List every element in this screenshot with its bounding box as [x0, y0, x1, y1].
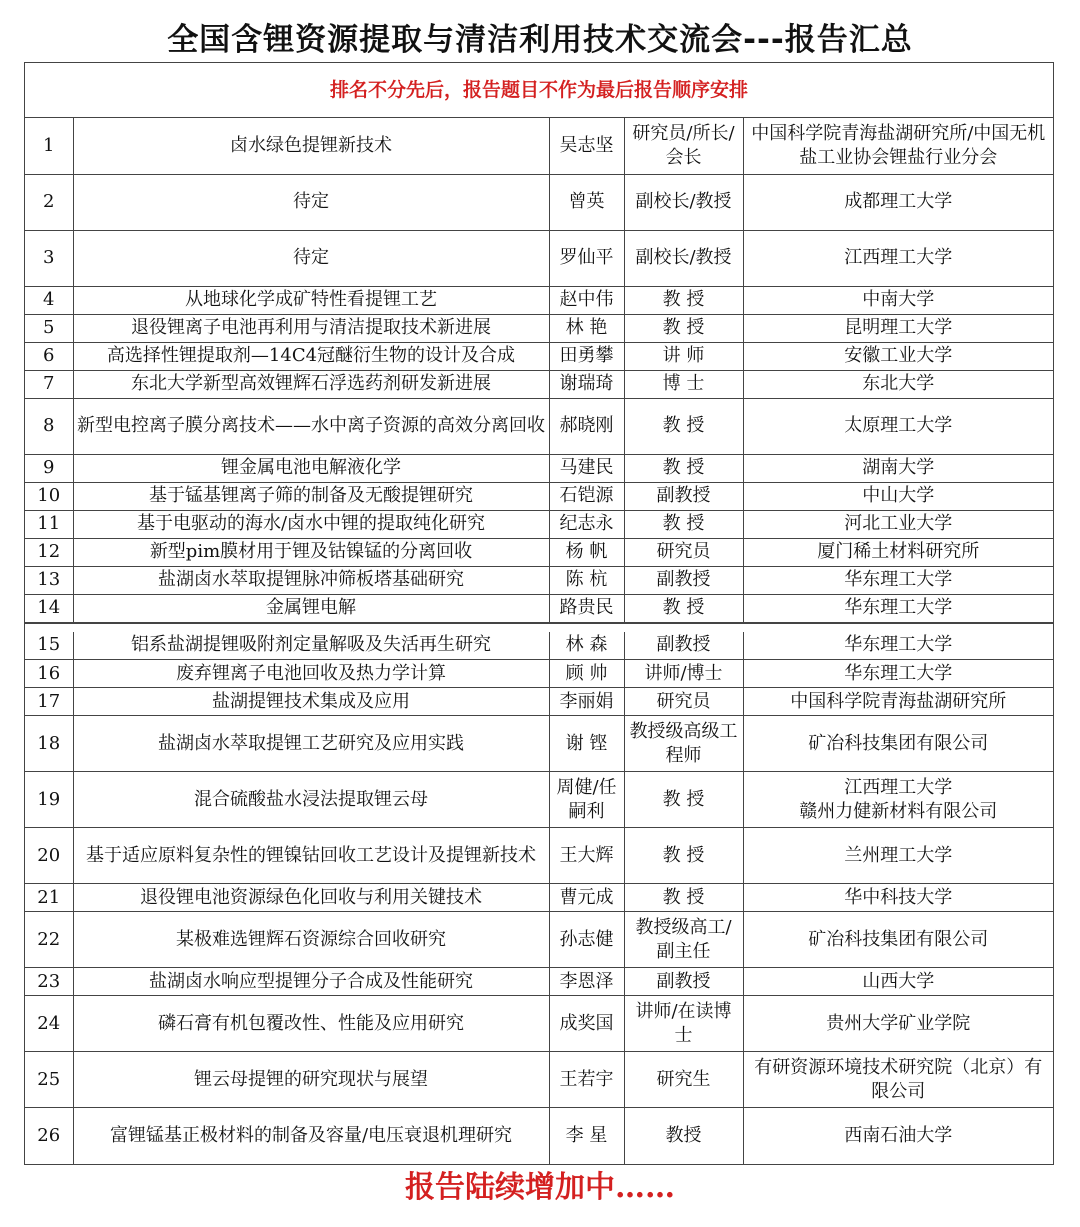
report-title: 锂金属电池电解液化学: [73, 454, 549, 482]
speaker-role: 教 授: [624, 510, 743, 538]
table-row: [25, 118, 1053, 174]
report-title: 富锂锰基正极材料的制备及容量/电压衰退机理研究: [73, 1108, 549, 1164]
row-number: 12: [25, 538, 73, 566]
speaker-role: 副校长/教授: [624, 230, 743, 286]
speaker-role: 讲师/在读博士: [624, 996, 743, 1052]
organization: 厦门稀土材料研究所: [743, 538, 1053, 566]
table-row: [25, 230, 1053, 286]
organization: 江西理工大学: [743, 230, 1053, 286]
report-title: 盐湖提锂技术集成及应用: [73, 688, 549, 716]
speaker-role: 教 授: [624, 454, 743, 482]
row-number: 23: [25, 968, 73, 996]
speaker-role: 研究员/所长/会长: [624, 118, 743, 174]
speaker-name: 李 星: [549, 1108, 624, 1164]
speaker-name: 曹元成: [549, 884, 624, 912]
table-row: [25, 996, 1053, 1052]
speaker-name: 李丽娟: [549, 688, 624, 716]
speaker-role: 副校长/教授: [624, 174, 743, 230]
table-row: [25, 174, 1053, 230]
speaker-role: 教 授: [624, 398, 743, 454]
table-row: [25, 716, 1053, 772]
table-row: [25, 342, 1053, 370]
speaker-name: 吴志坚: [549, 118, 624, 174]
page-title: 全国含锂资源提取与清洁利用技术交流会---报告汇总: [167, 22, 913, 58]
table-row: [25, 912, 1053, 968]
speaker-name: 田勇攀: [549, 342, 624, 370]
organization: 贵州大学矿业学院: [743, 996, 1053, 1052]
speaker-role: 博 士: [624, 370, 743, 398]
organization: 华中科技大学: [743, 884, 1053, 912]
row-number: 10: [25, 482, 73, 510]
ordering-notice: 排名不分先后，报告题目不作为最后报告顺序安排: [25, 63, 1053, 118]
row-number: 18: [25, 716, 73, 772]
table-row: [25, 772, 1053, 828]
speaker-role: 讲师/博士: [624, 660, 743, 688]
row-number: 20: [25, 828, 73, 884]
speaker-name: 杨 帆: [549, 538, 624, 566]
row-number: 22: [25, 912, 73, 968]
table-row: [25, 538, 1053, 566]
organization: 成都理工大学: [743, 174, 1053, 230]
speaker-role: 教 授: [624, 884, 743, 912]
row-number: 15: [25, 632, 73, 660]
speaker-name: 曾英: [549, 174, 624, 230]
table-row: [25, 482, 1053, 510]
organization: 华东理工大学: [743, 566, 1053, 594]
row-number: 16: [25, 660, 73, 688]
report-title: 磷石膏有机包覆改性、性能及应用研究: [73, 996, 549, 1052]
speaker-role: 副教授: [624, 482, 743, 510]
report-title: 新型电控离子膜分离技术——水中离子资源的高效分离回收: [73, 398, 549, 454]
organization: 矿冶科技集团有限公司: [743, 912, 1053, 968]
speaker-name: 林 艳: [549, 314, 624, 342]
row-number: 17: [25, 688, 73, 716]
speaker-role: 教授: [624, 1108, 743, 1164]
speaker-role: 副教授: [624, 968, 743, 996]
row-number: 6: [25, 342, 73, 370]
speaker-name: 纪志永: [549, 510, 624, 538]
report-title: 铝系盐湖提锂吸附剂定量解吸及失活再生研究: [73, 632, 549, 660]
table-row: [25, 510, 1053, 538]
speaker-role: 研究员: [624, 538, 743, 566]
speaker-name: 罗仙平: [549, 230, 624, 286]
speaker-role: 教 授: [624, 772, 743, 828]
speaker-name: 谢瑞琦: [549, 370, 624, 398]
speaker-name: 谢 铿: [549, 716, 624, 772]
report-title: 金属锂电解: [73, 594, 549, 622]
row-number: 21: [25, 884, 73, 912]
speaker-role: 教授级高级工程师: [624, 716, 743, 772]
speaker-role: 副教授: [624, 566, 743, 594]
table-row: [25, 884, 1053, 912]
report-sheet: [24, 62, 1054, 1165]
speaker-role: 教 授: [624, 314, 743, 342]
speaker-role: 教 授: [624, 828, 743, 884]
table-row: [25, 968, 1053, 996]
organization: 中南大学: [743, 286, 1053, 314]
report-table-part-2: [25, 632, 1053, 1164]
organization: 西南石油大学: [743, 1108, 1053, 1164]
report-title: 新型pim膜材用于锂及钴镍锰的分离回收: [73, 538, 549, 566]
report-title: 盐湖卤水萃取提锂脉冲筛板塔基础研究: [73, 566, 549, 594]
report-title: 锂云母提锂的研究现状与展望: [73, 1052, 549, 1108]
table-row: [25, 370, 1053, 398]
speaker-name: 路贵民: [549, 594, 624, 622]
table-row: [25, 828, 1053, 884]
speaker-name: 顾 帅: [549, 660, 624, 688]
row-number: 3: [25, 230, 73, 286]
organization: 湖南大学: [743, 454, 1053, 482]
organization: 华东理工大学: [743, 594, 1053, 622]
row-number: 19: [25, 772, 73, 828]
table-row: [25, 454, 1053, 482]
speaker-role: 研究员: [624, 688, 743, 716]
organization: 河北工业大学: [743, 510, 1053, 538]
organization: 中国科学院青海盐湖研究所/中国无机盐工业协会锂盐行业分会: [743, 118, 1053, 174]
row-number: 13: [25, 566, 73, 594]
speaker-role: 教 授: [624, 286, 743, 314]
speaker-name: 李恩泽: [549, 968, 624, 996]
report-title: 东北大学新型高效锂辉石浮选药剂研发新进展: [73, 370, 549, 398]
report-table-part-1: [25, 118, 1053, 623]
organization: 昆明理工大学: [743, 314, 1053, 342]
report-title: 待定: [73, 174, 549, 230]
speaker-name: 周健/任嗣利: [549, 772, 624, 828]
speaker-role: 讲 师: [624, 342, 743, 370]
table-row: [25, 1108, 1053, 1164]
report-title: 高选择性锂提取剂—14C4冠醚衍生物的设计及合成: [73, 342, 549, 370]
row-number: 1: [25, 118, 73, 174]
speaker-role: 副教授: [624, 632, 743, 660]
report-title: 某极难选锂辉石资源综合回收研究: [73, 912, 549, 968]
row-number: 14: [25, 594, 73, 622]
speaker-name: 王大辉: [549, 828, 624, 884]
speaker-name: 石铠源: [549, 482, 624, 510]
row-number: 24: [25, 996, 73, 1052]
organization: 太原理工大学: [743, 398, 1053, 454]
speaker-name: 王若宇: [549, 1052, 624, 1108]
organization: 矿冶科技集团有限公司: [743, 716, 1053, 772]
row-number: 4: [25, 286, 73, 314]
row-number: 2: [25, 174, 73, 230]
speaker-name: 成奖国: [549, 996, 624, 1052]
row-number: 9: [25, 454, 73, 482]
report-title: 基于电驱动的海水/卤水中锂的提取纯化研究: [73, 510, 549, 538]
table-row: [25, 566, 1053, 594]
organization: 东北大学: [743, 370, 1053, 398]
report-title: 废弃锂离子电池回收及热力学计算: [73, 660, 549, 688]
organization: 中国科学院青海盐湖研究所: [743, 688, 1053, 716]
table-row: [25, 688, 1053, 716]
speaker-name: 孙志健: [549, 912, 624, 968]
report-title: 盐湖卤水萃取提锂工艺研究及应用实践: [73, 716, 549, 772]
report-title: 基于适应原料复杂性的锂镍钴回收工艺设计及提锂新技术: [73, 828, 549, 884]
row-number: 11: [25, 510, 73, 538]
organization: 兰州理工大学: [743, 828, 1053, 884]
table-row: [25, 1052, 1053, 1108]
table-gap: [25, 623, 1053, 632]
footer-note: 报告陆续增加中……: [405, 1170, 675, 1205]
row-number: 26: [25, 1108, 73, 1164]
organization: 安徽工业大学: [743, 342, 1053, 370]
row-number: 7: [25, 370, 73, 398]
report-title: 基于锰基锂离子筛的制备及无酸提锂研究: [73, 482, 549, 510]
table-row: [25, 398, 1053, 454]
organization: 江西理工大学 赣州力健新材料有限公司: [743, 772, 1053, 828]
row-number: 8: [25, 398, 73, 454]
organization: 中山大学: [743, 482, 1053, 510]
row-number: 5: [25, 314, 73, 342]
organization: 山西大学: [743, 968, 1053, 996]
table-row: [25, 660, 1053, 688]
table-row: [25, 314, 1053, 342]
organization: 有研资源环境技术研究院（北京）有限公司: [743, 1052, 1053, 1108]
report-title: 盐湖卤水响应型提锂分子合成及性能研究: [73, 968, 549, 996]
row-number: 25: [25, 1052, 73, 1108]
report-title: 混合硫酸盐水浸法提取锂云母: [73, 772, 549, 828]
speaker-role: 教授级高工/副主任: [624, 912, 743, 968]
speaker-role: 教 授: [624, 594, 743, 622]
speaker-name: 陈 杭: [549, 566, 624, 594]
speaker-name: 赵中伟: [549, 286, 624, 314]
report-title: 退役锂离子电池再利用与清洁提取技术新进展: [73, 314, 549, 342]
table-row: [25, 286, 1053, 314]
speaker-role: 研究生: [624, 1052, 743, 1108]
organization: 华东理工大学: [743, 632, 1053, 660]
table-row: [25, 632, 1053, 660]
report-title: 卤水绿色提锂新技术: [73, 118, 549, 174]
report-title: 从地球化学成矿特性看提锂工艺: [73, 286, 549, 314]
organization: 华东理工大学: [743, 660, 1053, 688]
speaker-name: 郝晓刚: [549, 398, 624, 454]
table-row: [25, 594, 1053, 622]
speaker-name: 林 森: [549, 632, 624, 660]
report-title: 待定: [73, 230, 549, 286]
report-title: 退役锂电池资源绿色化回收与利用关键技术: [73, 884, 549, 912]
speaker-name: 马建民: [549, 454, 624, 482]
